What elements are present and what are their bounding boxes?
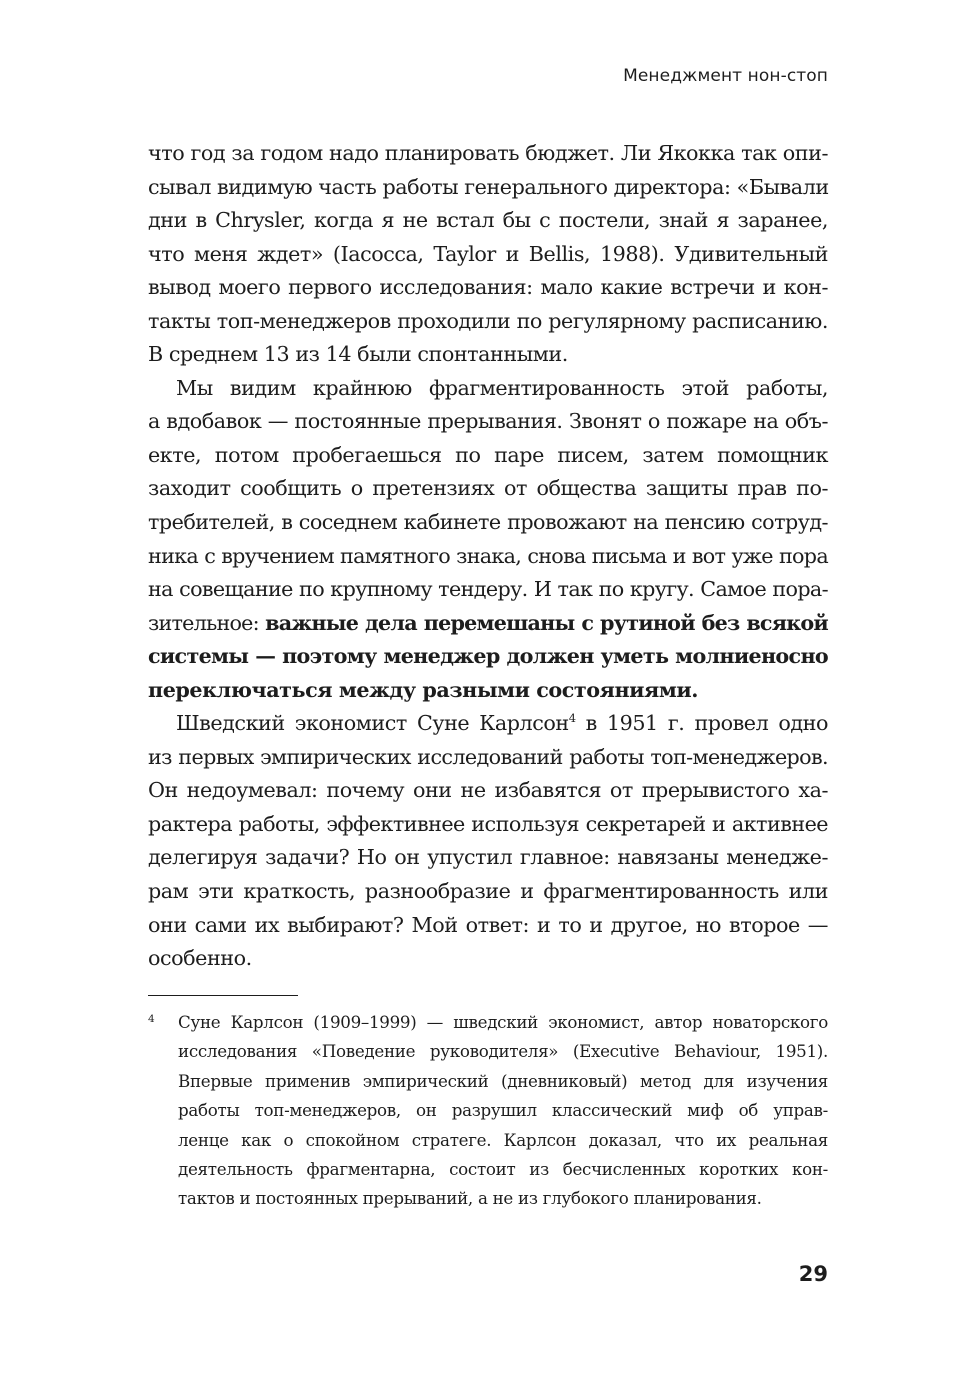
text-normal-part: зительное: xyxy=(148,610,266,635)
paragraph-2 xyxy=(148,372,828,707)
main-text xyxy=(148,137,828,976)
emphasis-line: переключаться между разными состояниями. xyxy=(148,677,699,702)
text-line: ника с вручением памятного знака, снова письма и вот уже пора xyxy=(148,543,828,568)
text-line: В среднем 13 из 14 были спонтанными. xyxy=(148,342,568,367)
text-line: екте, потом пробегаешься по паре писем, затем помощник xyxy=(148,442,828,467)
footnote-text xyxy=(178,1008,828,1214)
page-number: 29 xyxy=(798,1262,828,1286)
text-line: рам эти краткость, разнообразие и фрагментированность или xyxy=(148,879,828,904)
text-line: рактера работы, эффективнее используя секретарей и активнее xyxy=(148,811,828,836)
footnote xyxy=(148,1008,828,1214)
text-line: требителей, в соседнем кабинете провожают на пенсию сотруд- xyxy=(148,510,828,535)
text-line: что год за годом надо планировать бюджет. Ли Якокка так опи- xyxy=(148,141,828,165)
footnote-number: 4 xyxy=(148,1013,155,1025)
text-line: такты топ-менеджеров проходили по регулярному расписанию. xyxy=(148,308,828,333)
footnote-line: деятельность фрагментарна, состоит из бесчисленных коротких кон- xyxy=(178,1159,828,1180)
footnote-line: Впервые применив эмпирический (дневниковый) метод для изучения xyxy=(178,1070,828,1091)
text-line: заходит сообщить о претензиях от общества защиты прав по- xyxy=(148,476,828,501)
paragraph-3 xyxy=(148,707,828,975)
footnote-reference[interactable]: 4 xyxy=(568,711,576,726)
text-part: Шведский экономист Суне Карлсон xyxy=(176,711,569,736)
footnote-line: исследования «Поведение руководителя» (Executive Behaviour, 1951). xyxy=(178,1041,828,1062)
footnote-line: ленце как о спокойном стратеге. Карлсон доказал, что их реальная xyxy=(178,1129,828,1150)
text-line: дни в Chrysler, когда я не встал бы с постели, знай я заранее, xyxy=(148,208,828,233)
text-line: из первых эмпирических исследований работы топ-менеджеров. xyxy=(148,744,828,769)
emphasis-text: важные дела перемешаны с рутиной без всякой xyxy=(265,610,828,635)
footnote-line: работы топ-менеджеров, он разрушил классический миф об управ- xyxy=(178,1100,828,1121)
text-line: на совещание по крупному тендеру. И так по кругу. Самое пора- xyxy=(148,577,828,602)
text-line: делегируя задачи? Но он упустил главное: навязаны менедже- xyxy=(148,845,828,870)
text-line: Мы видим крайнюю фрагментированность этой работы, xyxy=(176,375,828,400)
footnote-line: тактов и постоянных прерываний, а не из глубокого планирования. xyxy=(178,1188,762,1209)
text-line: особенно. xyxy=(148,946,252,971)
text-line: они сами их выбирают? Мой ответ: и то и другое, но второе — xyxy=(148,912,828,937)
text-line: вывод моего первого исследования: мало какие встречи и кон- xyxy=(148,275,828,300)
emphasis-line: системы — поэтому менеджер должен уметь молниеносно xyxy=(148,644,828,669)
footnote-divider xyxy=(148,995,298,996)
paragraph-1 xyxy=(148,137,828,372)
text-line: что меня ждет» (Iacocca, Taylor и Bellis, 1988). Удивительный xyxy=(148,241,828,266)
text-line: сывал видимую часть работы генерального директора: «Бывали xyxy=(148,174,829,199)
text-line: а вдобавок — постоянные прерывания. Звонят о пожаре на объ- xyxy=(148,409,828,434)
text-line: Он недоумевал: почему они не избавятся от прерывистого ха- xyxy=(148,778,828,803)
footnote-line: Суне Карлсон (1909–1999) — шведский экономист, автор новаторского xyxy=(178,1012,828,1032)
text-part: в 1951 г. провел одно xyxy=(575,711,828,736)
text-line-mixed xyxy=(148,607,828,641)
running-header-title: Менеджмент нон-стоп xyxy=(623,66,828,86)
text-line-with-footnote-ref xyxy=(148,707,828,741)
